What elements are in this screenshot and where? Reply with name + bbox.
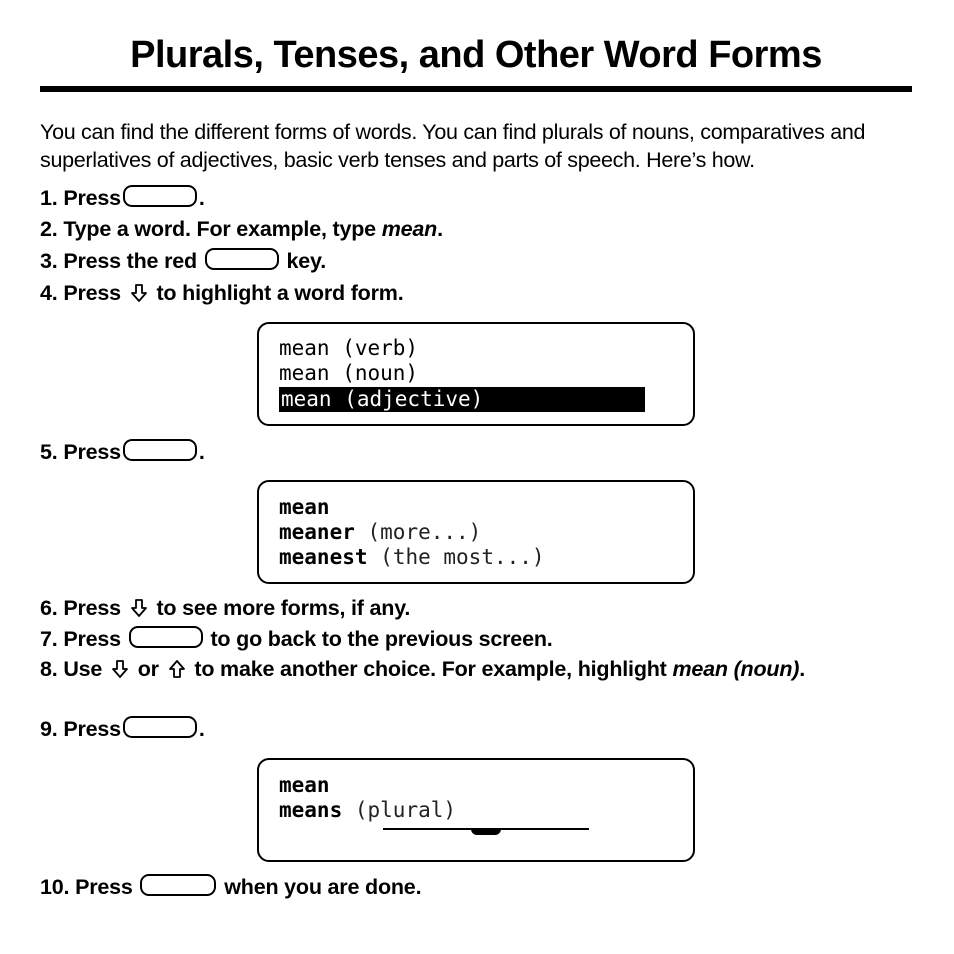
step-text: key. — [286, 249, 326, 273]
example-word: mean — [381, 217, 438, 241]
word-form: mean — [279, 773, 330, 797]
lcd-screen-adjective-forms — [257, 480, 695, 584]
screen-line — [279, 773, 330, 798]
step-text: Press — [63, 186, 121, 210]
screen-line: mean (noun) — [279, 361, 419, 385]
word-form-note: (the most...) — [380, 545, 545, 569]
step-text: . — [198, 717, 205, 741]
screen-line: mean (verb) — [279, 336, 419, 360]
word-form: means — [279, 798, 343, 822]
down-arrow-icon[interactable] — [110, 659, 130, 679]
scroll-indicator-notch — [471, 829, 501, 835]
step-text: . — [437, 217, 443, 241]
step-6 — [40, 593, 410, 623]
step-text: to see more forms, if any. — [156, 596, 411, 620]
step-number: 7. — [40, 627, 58, 651]
step-number: 5. — [40, 440, 58, 464]
intro-paragraph: You can find the different forms of words. You can find plurals of nouns, comparatives and superlatives of adjectives, basic verb tenses and parts of speech. Here’s how. — [40, 120, 866, 172]
step-text: Press — [63, 440, 121, 464]
step-text: Type a word. For example, type — [63, 217, 376, 241]
step-text: Press the red — [63, 249, 197, 273]
step-text: when you are done. — [224, 875, 422, 899]
key-button[interactable] — [123, 185, 197, 207]
down-arrow-icon[interactable] — [129, 598, 149, 618]
step-number: 1. — [40, 186, 58, 210]
step-text: . — [799, 657, 806, 681]
screen-line — [279, 495, 330, 520]
step-text: Press — [63, 281, 121, 305]
step-10 — [40, 872, 421, 902]
step-1 — [40, 183, 205, 213]
step-9 — [40, 714, 205, 744]
step-text: to go back to the previous screen. — [210, 627, 553, 651]
step-number: 6. — [40, 596, 58, 620]
screen-line — [279, 520, 481, 545]
step-text: Press — [63, 717, 121, 741]
up-arrow-icon[interactable] — [167, 659, 187, 679]
step-7 — [40, 624, 553, 654]
screen-line — [279, 798, 456, 823]
screen-line-highlighted[interactable]: mean (adjective) — [279, 387, 645, 412]
step-number: 8. — [40, 657, 58, 681]
step-3 — [40, 246, 326, 276]
red-key-button[interactable] — [205, 248, 279, 270]
step-number: 4. — [40, 281, 58, 305]
step-8 — [40, 655, 910, 684]
step-text: Press — [75, 875, 133, 899]
step-text: Use — [63, 657, 103, 681]
screen-line — [279, 545, 545, 570]
step-number: 3. — [40, 249, 58, 273]
step-2 — [40, 214, 443, 244]
down-arrow-icon[interactable] — [129, 283, 149, 303]
step-4 — [40, 278, 403, 308]
lcd-screen-noun-forms — [257, 758, 695, 862]
key-button[interactable] — [123, 439, 197, 461]
back-key-button[interactable] — [129, 626, 203, 648]
word-form-note: (plural) — [354, 798, 457, 822]
page-title: Plurals, Tenses, and Other Word Forms — [130, 34, 822, 76]
step-text: Press — [63, 596, 121, 620]
example-word: mean (noun) — [672, 657, 800, 681]
done-key-button[interactable] — [140, 874, 216, 896]
step-5 — [40, 437, 205, 467]
step-number: 10. — [40, 875, 70, 899]
word-form: meanest — [279, 545, 368, 569]
step-text: . — [198, 440, 205, 464]
step-text: to make another choice. For example, highlight — [194, 657, 667, 681]
word-form-note: (more...) — [367, 520, 482, 544]
step-text: Press — [63, 627, 121, 651]
step-number: 2. — [40, 217, 58, 241]
step-text: to highlight a word form. — [156, 281, 404, 305]
lcd-screen-word-forms — [257, 322, 695, 426]
word-form: mean — [279, 495, 330, 519]
title-rule — [40, 86, 912, 92]
step-text: . — [198, 186, 205, 210]
step-text: or — [137, 657, 159, 681]
key-button[interactable] — [123, 716, 197, 738]
word-form: meaner — [279, 520, 355, 544]
step-number: 9. — [40, 717, 58, 741]
